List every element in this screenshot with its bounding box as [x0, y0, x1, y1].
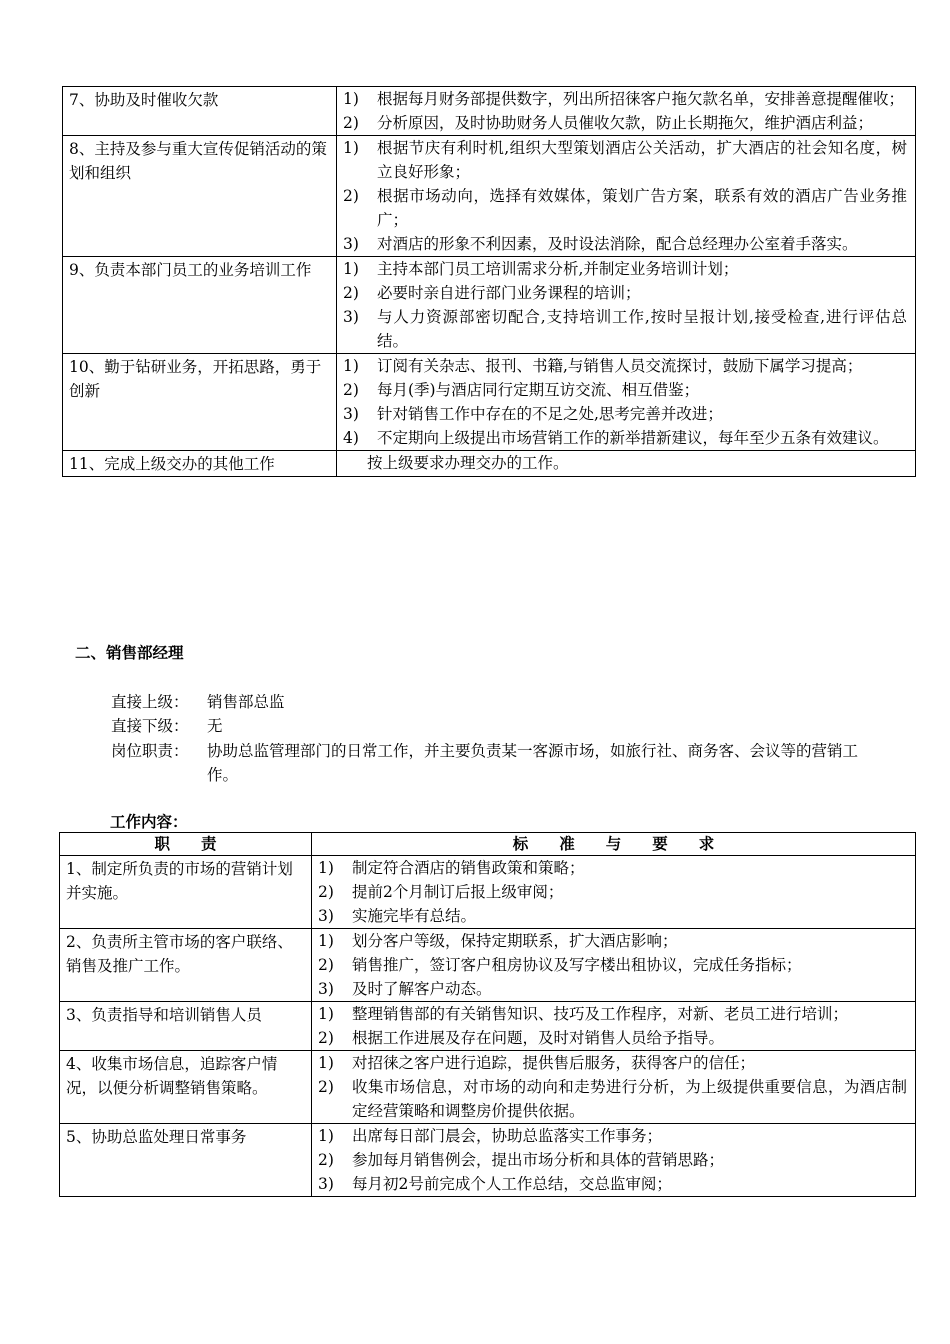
item-number: 1)	[318, 1005, 334, 1023]
list-item	[318, 880, 907, 904]
standard-cell	[312, 1002, 916, 1051]
item-number: 2)	[318, 1078, 334, 1096]
list-item	[343, 378, 907, 402]
table-row	[60, 1124, 916, 1197]
table-row	[60, 929, 916, 1002]
duty-text: 11、完成上级交办的其他工作	[69, 455, 275, 473]
list-item	[343, 87, 907, 111]
standard-cell	[337, 87, 916, 136]
item-text: 不定期向上级提出市场营销工作的新举措新建议，每年至少五条有效建议。	[377, 429, 889, 447]
list-item	[343, 281, 907, 305]
manager-duties-table	[59, 832, 916, 1197]
duty-cell	[63, 136, 337, 257]
item-number: 1)	[318, 859, 334, 877]
standard-cell	[312, 1124, 916, 1197]
table-row	[60, 1002, 916, 1051]
subordinate-value: 无	[207, 717, 223, 735]
table-row	[60, 856, 916, 929]
list-item	[343, 305, 907, 353]
item-text: 参加每月销售例会，提出市场分析和具体的营销思路；	[352, 1151, 725, 1169]
standard-cell	[337, 451, 916, 477]
item-text: 根据市场动向，选择有效媒体，策划广告方案，联系有效的酒店广告业务推广；	[377, 187, 907, 229]
item-number: 1)	[343, 90, 359, 108]
item-text: 根据每月财务部提供数字，列出所招徕客户拖欠款名单，安排善意提醒催收；	[377, 90, 905, 108]
item-number: 2)	[318, 1151, 334, 1169]
standard-cell	[312, 1051, 916, 1124]
section-title: 二、销售部经理	[75, 644, 184, 662]
item-number: 2)	[343, 284, 359, 302]
table-row	[63, 354, 916, 451]
header-duty: 职 责	[60, 833, 312, 856]
list-item	[318, 904, 907, 928]
duty-text: 7、协助及时催收欠款	[69, 91, 219, 109]
item-number: 4)	[343, 429, 359, 447]
list-item	[318, 1051, 907, 1075]
item-text: 必要时亲自进行部门业务课程的培训；	[377, 284, 641, 302]
duty-cell	[63, 257, 337, 354]
duty-text: 4、收集市场信息，追踪客户情况，以便分析调整销售策略。	[66, 1055, 278, 1097]
subordinate-label: 直接下级：	[111, 717, 189, 735]
standard-cell	[337, 354, 916, 451]
table-row	[63, 136, 916, 257]
superior-line	[111, 690, 887, 714]
table-row	[63, 451, 916, 477]
standard-cell	[337, 257, 916, 354]
item-text: 划分客户等级，保持定期联系，扩大酒店影响；	[352, 932, 678, 950]
duty-text: 3、负责指导和培训销售人员	[66, 1006, 262, 1024]
item-text: 销售推广，签订客户租房协议及写字楼出租协议，完成任务指标；	[352, 956, 802, 974]
work-content-label: 工作内容：	[110, 813, 188, 831]
item-text: 出席每日部门晨会，协助总监落实工作事务；	[352, 1127, 663, 1145]
item-text: 及时了解客户动态。	[352, 980, 492, 998]
item-number: 3)	[318, 1175, 334, 1193]
item-text: 收集市场信息，对市场的动向和走势进行分析，为上级提供重要信息，为酒店制定经营策略和调整房价提供依据。	[352, 1078, 907, 1120]
list-item	[318, 929, 907, 953]
item-text: 根据节庆有利时机,组织大型策划酒店公关活动，扩大酒店的社会知名度，树立良好形象；	[377, 139, 907, 181]
item-number: 3)	[343, 235, 359, 253]
item-number: 1)	[343, 139, 359, 157]
item-number: 1)	[318, 932, 334, 950]
item-number: 2)	[318, 956, 334, 974]
item-text: 对招徕之客户进行追踪，提供售后服务，获得客户的信任；	[352, 1054, 756, 1072]
item-number: 1)	[318, 1127, 334, 1145]
list-item	[318, 1124, 907, 1148]
item-number: 3)	[343, 405, 359, 423]
duties-table-continued	[62, 86, 916, 477]
table-row	[63, 87, 916, 136]
item-number: 2)	[318, 883, 334, 901]
duty-cell	[63, 354, 337, 451]
list-item	[343, 426, 907, 450]
item-text: 与人力资源部密切配合,支持培训工作,按时呈报计划,接受检查,进行评估总结。	[377, 308, 907, 350]
item-text: 每月(季)与酒店同行定期互访交流、相互借鉴；	[377, 381, 700, 399]
duty-text: 5、协助总监处理日常事务	[66, 1128, 247, 1146]
item-text: 针对销售工作中存在的不足之处,思考完善并改进；	[377, 405, 723, 423]
item-number: 3)	[318, 980, 334, 998]
duty-cell	[60, 1051, 312, 1124]
duty-text: 1、制定所负责的市场的营销计划并实施。	[66, 860, 293, 902]
list-item	[343, 136, 907, 184]
duty-cell	[60, 1124, 312, 1197]
duty-value: 协助总监管理部门的日常工作，并主要负责某一客源市场，如旅行社、商务客、会议等的营销工作。	[207, 742, 859, 784]
table-row	[63, 257, 916, 354]
item-text: 提前2个月制订后报上级审阅；	[352, 883, 564, 901]
standard-cell	[312, 929, 916, 1002]
header-standard: 标 准 与 要 求	[312, 833, 916, 856]
duty-text: 10、勤于钻研业务，开拓思路，勇于创新	[69, 358, 322, 400]
list-item	[343, 111, 907, 135]
table-header-row	[60, 833, 916, 856]
list-item	[318, 1026, 907, 1050]
subordinate-line	[111, 714, 887, 738]
duty-cell	[60, 856, 312, 929]
item-text: 订阅有关杂志、报刊、书籍,与销售人员交流探讨，鼓励下属学习提高；	[377, 357, 863, 375]
item-number: 2)	[343, 114, 359, 132]
list-item	[318, 1148, 907, 1172]
item-text: 制定符合酒店的销售政策和策略；	[352, 859, 585, 877]
item-text: 对酒店的形象不利因素，及时设法消除，配合总经理办公室着手落实。	[377, 235, 858, 253]
item-text: 根据工作进展及存在问题，及时对销售人员给予指导。	[352, 1029, 725, 1047]
item-number: 2)	[343, 381, 359, 399]
duty-text: 9、负责本部门员工的业务培训工作	[69, 261, 312, 279]
table-row	[60, 1051, 916, 1124]
list-item	[343, 354, 907, 378]
duty-text: 2、负责所主管市场的客户联络、销售及推广工作。	[66, 933, 293, 975]
list-item	[343, 232, 907, 256]
standard-cell	[312, 856, 916, 929]
duty-line	[111, 739, 887, 787]
list-item	[343, 257, 907, 281]
item-number: 3)	[318, 907, 334, 925]
item-text: 每月初2号前完成个人工作总结，交总监审阅；	[352, 1175, 672, 1193]
list-item	[318, 953, 907, 977]
item-number: 1)	[343, 357, 359, 375]
duty-text: 8、主持及参与重大宣传促销活动的策划和组织	[69, 140, 327, 182]
list-item	[318, 856, 907, 880]
duty-label: 岗位职责：	[111, 742, 189, 760]
plain-text: 按上级要求办理交办的工作。	[367, 454, 569, 472]
item-text: 分析原因，及时协助财务人员催收欠款，防止长期拖欠，维护酒店利益；	[377, 114, 874, 132]
item-text: 实施完毕有总结。	[352, 907, 477, 925]
item-number: 3)	[343, 308, 359, 326]
item-number: 2)	[343, 187, 359, 205]
superior-label: 直接上级：	[111, 693, 189, 711]
item-number: 1)	[318, 1054, 334, 1072]
duty-cell	[60, 1002, 312, 1051]
item-text: 整理销售部的有关销售知识、技巧及工作程序，对新、老员工进行培训；	[352, 1005, 849, 1023]
list-item	[318, 1172, 907, 1196]
item-number: 1)	[343, 260, 359, 278]
item-text: 主持本部门员工培训需求分析,并制定业务培训计划；	[377, 260, 739, 278]
standard-cell	[337, 136, 916, 257]
duty-cell	[63, 451, 337, 477]
list-item	[343, 402, 907, 426]
item-number: 2)	[318, 1029, 334, 1047]
list-item	[318, 1002, 907, 1026]
list-item	[343, 184, 907, 232]
duty-cell	[60, 929, 312, 1002]
duty-cell	[63, 87, 337, 136]
superior-value: 销售部总监	[207, 693, 285, 711]
list-item	[318, 1075, 907, 1123]
list-item	[318, 977, 907, 1001]
